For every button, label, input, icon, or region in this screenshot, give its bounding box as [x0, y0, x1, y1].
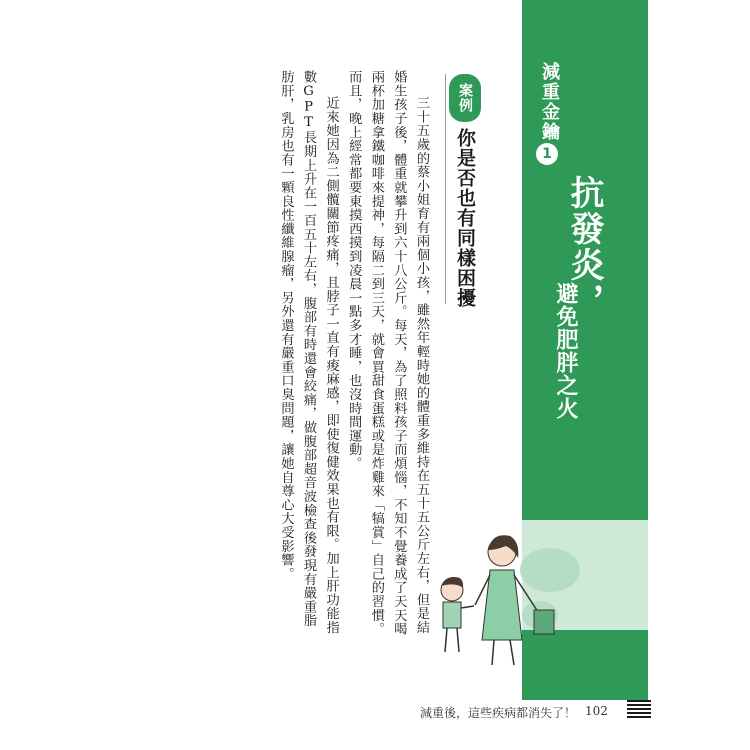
series-title: 減重金鑰	[539, 62, 560, 142]
column-divider	[445, 74, 446, 304]
body-text	[274, 70, 432, 640]
case-badge-label: 案例	[457, 83, 473, 113]
case-badge	[449, 74, 481, 122]
body-paragraph: 三十五歲的蔡小姐育有兩個小孩，雖然年輕時她的體重多維持在五十五公斤左右，但是結婚生孩子後，體重就攀升到六十八公斤。每天，為了照料孩子而煩惱，不知不覺養成了天天喝兩杯加糖拿鐵咖啡來提神，每隔二到三天，就會買甜食蛋糕或是炸雞來「犒賞」自己的習慣。而且，晚上經常都要東摸西摸到凌晨一點多才睡，也沒時間運動。	[346, 70, 429, 636]
chapter-title-main: 抗發炎，	[564, 175, 604, 319]
chapter-title-sub: 避免肥胖之火	[553, 282, 578, 420]
page-number: 102	[585, 704, 608, 718]
case-heading: 你是否也有同樣困擾	[454, 128, 476, 308]
series-number-badge: 1	[536, 143, 558, 165]
body-paragraph: 近來她因為二側髖關節疼痛，且脖子一直有痠麻感，即使復健效果也有限。加上肝功能指數GPT長期上升在一百五十左右，腹部有時還會絞痛，做腹部超音波檢查後發現有嚴重脂肪肝，乳房也有一顆良性纖維腺瘤，另外還有嚴重口臭問題，讓她自尊心大受影響。	[278, 70, 339, 635]
footer-book-title: 減重後，這些疾病都消失了！	[420, 706, 577, 720]
footer-bars-icon	[627, 700, 651, 720]
mother-child-illustration	[430, 520, 600, 670]
